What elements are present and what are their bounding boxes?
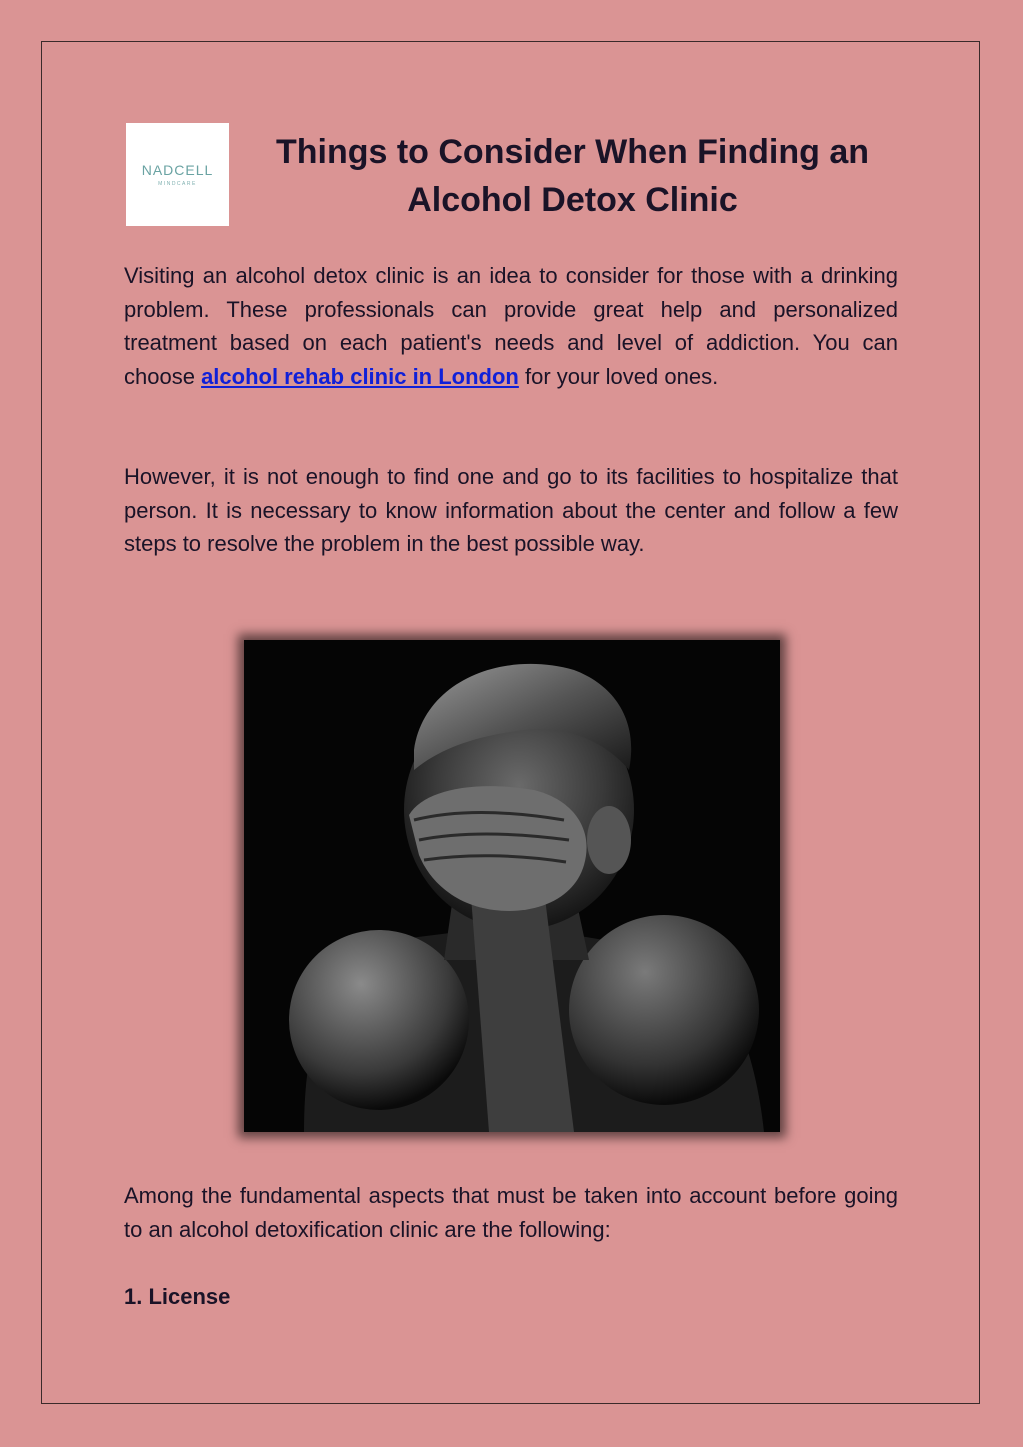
logo-tagline: MINDCARE: [158, 181, 197, 187]
intro-text-start: Visiting an alcohol detox clinic is an idea to consider for those with a drinking problem. These professionals can provide great help and personalized treatment based on each patient's needs and level of addiction. You can choose: [124, 263, 898, 389]
photo-illustration: [244, 640, 780, 1132]
second-paragraph: However, it is not enough to find one and go to its facilities to hospitalize that person. It is necessary to know information about the center and follow a few steps to resolve the problem in the best possible way.: [124, 464, 898, 557]
intro-paragraph: [124, 259, 898, 393]
page-title: Things to Consider When Finding an Alcohol Detox Clinic: [275, 133, 870, 219]
rehab-clinic-link[interactable]: alcohol rehab clinic in London: [201, 363, 519, 389]
logo-name: NADCELL: [141, 162, 214, 178]
distressed-man-photo: [244, 640, 780, 1132]
nadcell-logo: [126, 123, 229, 226]
aspects-paragraph: Among the fundamental aspects that must be taken into account before going to an alcohol detoxification clinic are the following:: [124, 1183, 898, 1242]
license-heading: 1. License: [124, 1284, 231, 1309]
intro-text-end: for your loved ones.: [518, 363, 719, 389]
